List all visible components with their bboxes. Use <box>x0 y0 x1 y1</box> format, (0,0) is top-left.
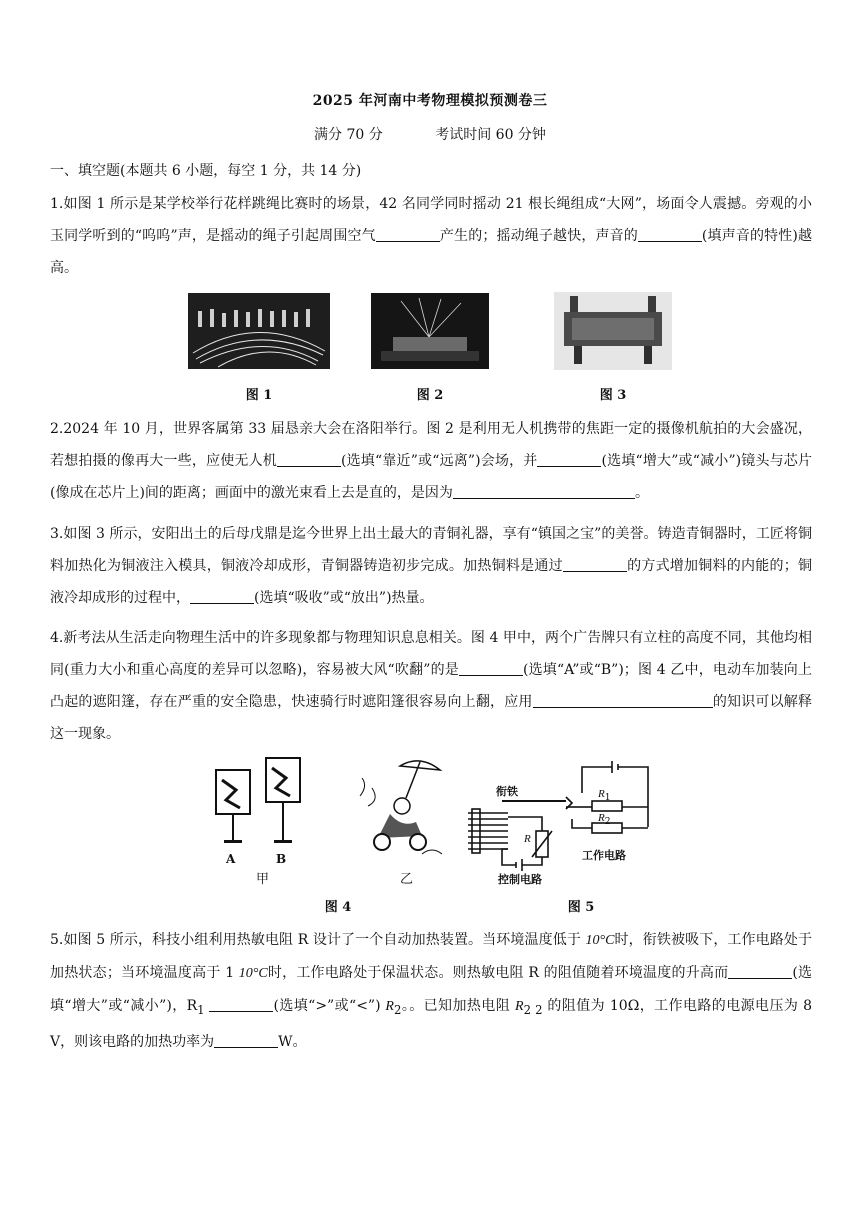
full-score: 满分 70 分 <box>314 127 383 143</box>
q5-text-b: 时，衔铁被吸下，工作电路处于加热状态；当环境温度高于 1 <box>50 932 812 981</box>
figure-3-image <box>554 292 672 370</box>
relay-circuit-diagram <box>462 757 662 887</box>
question-4 <box>50 622 812 750</box>
figure-4-yi-label: 乙 <box>400 872 414 887</box>
q5-r2-subscript: 2 <box>393 1002 402 1017</box>
figure-1-image <box>188 293 330 369</box>
q5-text-f: 。。已知加热电阻 <box>401 998 511 1014</box>
q5-text-h: W。 <box>278 1033 307 1050</box>
q4-blank-1[interactable] <box>459 659 523 676</box>
question-3 <box>50 518 812 614</box>
figure-3-caption: 图 3 <box>599 388 627 403</box>
q3-blank-2[interactable] <box>190 587 254 604</box>
q2-blank-1[interactable] <box>277 450 341 467</box>
bronze-ding-photo <box>554 292 672 370</box>
r1-subscript: 1 <box>604 792 611 804</box>
figure-2-caption: 图 2 <box>416 388 444 403</box>
r2-symbol: R <box>598 812 605 824</box>
q5-blank-3[interactable] <box>214 1031 278 1048</box>
q4-text-b: (选填“A”或“B”)；图 4 乙中，电动车加装向上凸起的遮阳篷，存在严重的安全隐患，快速骑行时遮阳篷很容易向上翻，应用 <box>50 662 812 710</box>
q1-blank-2[interactable] <box>638 225 702 242</box>
q3-blank-1[interactable] <box>563 555 627 572</box>
billboard-b-label: B <box>276 852 287 866</box>
q2-blank-2[interactable] <box>537 450 601 467</box>
q3-text-b: 的方式增加铜料的内能的；铜液冷却成形的过程中， <box>50 558 813 606</box>
exam-title: 2025 年河南中考物理模拟预测卷三 <box>312 93 548 109</box>
figure-4-caption: 图 4 <box>324 900 352 915</box>
q5-blank-2[interactable] <box>209 995 273 1012</box>
q2-text-a: 2.2024 年 10 月，世界客属第 33 届恳亲大会在洛阳举行。图 2 是利用无人机携带的焦距一定的摄像机航拍的大会盛况，若想拍摄的像再大一些，应使无人机 <box>50 421 812 469</box>
question-2 <box>50 413 812 509</box>
q5-text-c: 时，工作电路处于保温状态。则热敏电阻 R 的阻值随着环境温度的升高而 <box>267 965 729 981</box>
figure-2-image <box>371 293 489 369</box>
section-heading: 一、填空题(本题共 6 小题，每空 1 分，共 14 分) <box>50 163 362 179</box>
question-1 <box>50 188 812 284</box>
thermistor-label: R <box>524 833 531 845</box>
work-circuit-label: 工作电路 <box>582 849 626 862</box>
q4-text-a: 4.新考法从生活走向物理生活中的许多现象都与物理知识息息相关。图 4 甲中，两个广告牌只有立柱的高度不同，其他均相同(重力大小和重心高度的差异可以忽略)，容易被大风“吹翻”的是 <box>50 630 812 678</box>
q1-text-b: 产生的；摇动绳子越快，声音的 <box>439 228 638 244</box>
control-circuit-label: 控制电路 <box>498 873 542 886</box>
q2-text-c: (选填“增大”或“减小”)镜头与芯片(像成在芯片上)间的距离；画面中的激光束看上去是直的，是因为 <box>50 453 812 501</box>
figure-4-image <box>210 756 450 870</box>
exam-meta <box>0 124 860 144</box>
r2-label <box>598 811 611 827</box>
q1-blank-1[interactable] <box>376 225 440 242</box>
q5-temp-2: 10°C <box>238 966 268 981</box>
q5-r22-symbol: R <box>515 999 524 1014</box>
r2-subscript: 2 <box>604 816 611 828</box>
q1-text-c: (填声音的特性)越高。 <box>50 228 812 276</box>
q4-text-c: 的知识可以解释这一现象。 <box>50 694 813 742</box>
q5-r1-subscript: 1 <box>197 1002 205 1017</box>
conference-photo <box>371 293 489 369</box>
q5-text-g: 的阻值为 10Ω，工作电路的电源电压为 8 V，则该电路的加热功率为 <box>50 998 813 1050</box>
figure-4-jia-label: 甲 <box>256 872 270 887</box>
armature-label: 衔铁 <box>496 785 518 798</box>
q4-blank-2-continued[interactable] <box>643 691 713 708</box>
r1-label <box>598 787 611 803</box>
q5-temp-1: 10°C <box>585 933 615 948</box>
billboard-a-label: A <box>226 852 236 866</box>
q4-blank-2[interactable] <box>533 691 643 708</box>
q2-text-d: 。 <box>634 485 649 501</box>
q1-text-a: 1.如图 1 所示是某学校举行花样跳绳比赛时的场景，42 名同学同时摇动 21 根长绳组成“大网”，场面令人震撼。旁观的小玉同学听到的“呜呜”声，是摇动的绳子引起周围空气 <box>50 196 812 244</box>
rope-skipping-photo <box>188 293 330 369</box>
q5-blank-1[interactable] <box>728 962 792 979</box>
q3-text-c: (选填“吸收”或“放出”)热量。 <box>254 590 434 606</box>
figure-5-caption: 图 5 <box>567 900 595 915</box>
figure-5-image <box>462 757 662 887</box>
figure-1-caption: 图 1 <box>245 388 273 403</box>
q5-text-a: 5.如图 5 所示，科技小组利用热敏电阻 R 设计了一个自动加热装置。当环境温度低于 <box>50 932 581 948</box>
billboards-and-scooter-drawing <box>210 756 450 870</box>
q3-text-a: 3.如图 3 所示，安阳出土的后母戊鼎是迄今世界上出土最大的青铜礼器，享有“镇国之宝”的美誉。铸造青铜器时，工匠将铜料加热化为铜液注入模具，铜液冷却成形，青铜器铸造初步完成。加热铜料是通过 <box>50 526 812 574</box>
exam-time: 考试时间 60 分钟 <box>435 127 546 143</box>
q5-r22-subscript: 2 2 <box>523 1002 543 1017</box>
question-5 <box>50 924 812 1058</box>
q5-r2-symbol: R <box>385 999 394 1014</box>
q5-text-e: (选填“>”或“<”) <box>273 998 381 1014</box>
q2-blank-3[interactable] <box>453 482 635 499</box>
q2-text-b: (选填“靠近”或“远离”)会场，并 <box>340 453 538 469</box>
r1-symbol: R <box>598 788 605 800</box>
q5-text-d: (选填“增大”或“减小”)，R <box>50 965 813 1014</box>
